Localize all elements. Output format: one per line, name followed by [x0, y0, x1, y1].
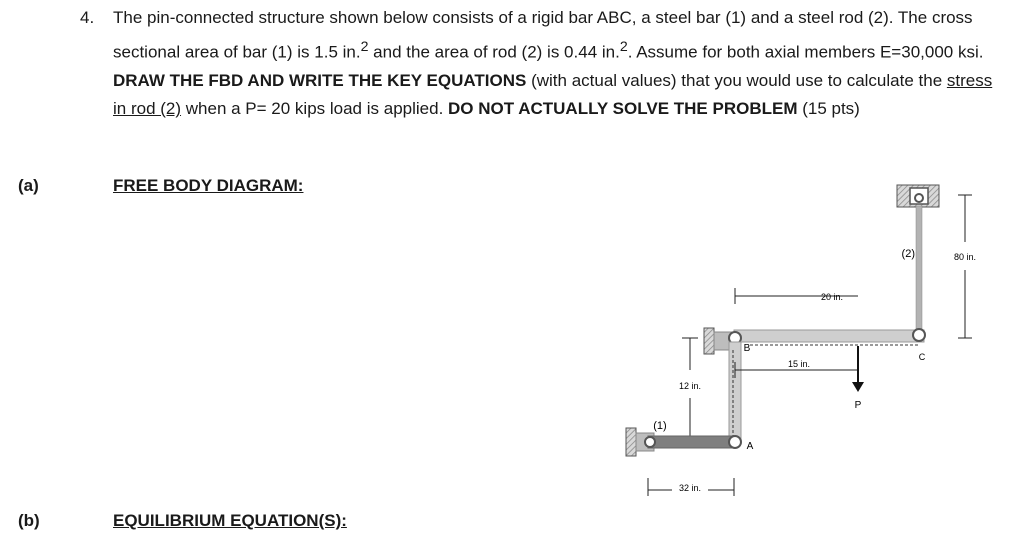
- dim-32-label: 32 in.: [678, 483, 702, 493]
- problem-sentence-4: (with actual values) that you would use to calculate the: [526, 70, 947, 90]
- problem-sentence-2: and the area of rod (2) is 0.44 in.: [368, 42, 620, 62]
- dim-20-label: 20 in.: [820, 292, 844, 302]
- bar-1: [648, 436, 734, 448]
- section-b-title: EQUILIBRIUM EQUATION(S):: [113, 511, 347, 530]
- problem-sentence-1: The pin-connected structure shown below consists of a rigid bar ABC, a steel bar (1) and a steel rod (2). The cross sectional area of bar (1) is 1.5 in.: [113, 8, 973, 62]
- pin-a-icon: [729, 436, 741, 448]
- point-c-label: C: [918, 352, 926, 362]
- section-a-title: FREE BODY DIAGRAM:: [113, 176, 304, 195]
- bar-1-label: (1): [653, 420, 667, 432]
- load-p-label: P: [854, 400, 862, 411]
- superscript-1: 2: [360, 38, 369, 55]
- point-a-label: A: [746, 441, 754, 452]
- point-b-label: B: [743, 343, 751, 354]
- rod-2: [916, 206, 922, 331]
- instruction-bold-2: DO NOT ACTUALLY SOLVE THE PROBLEM: [448, 99, 798, 119]
- instruction-bold-1: DRAW THE FBD AND WRITE THE KEY EQUATIONS: [113, 70, 527, 90]
- rod-2-label: (2): [901, 248, 915, 260]
- problem-sentence-6: (15 pts): [797, 99, 860, 119]
- pin-c-icon: [913, 329, 925, 341]
- dim-15-label: 15 in.: [787, 359, 811, 369]
- dim-80-label: 80 in.: [953, 252, 977, 262]
- stress-underline: stress in rod (2): [113, 70, 993, 119]
- problem-sentence-5: when a P= 20 kips load is applied.: [181, 99, 449, 119]
- load-p-arrow: [852, 346, 864, 392]
- superscript-2: 2: [619, 38, 628, 55]
- problem-number: 4.: [80, 8, 95, 27]
- dim-12-label: 12 in.: [678, 381, 702, 391]
- problem-text: [113, 4, 1003, 124]
- top-support: [897, 185, 939, 207]
- rigid-bar-ba: [729, 342, 741, 444]
- pin-left-icon: [645, 437, 655, 447]
- problem-sentence-3: . Assume for both axial members E=30,000 ksi.: [627, 42, 984, 62]
- section-a-label: (a): [18, 176, 39, 195]
- rigid-bar-bc: [734, 330, 924, 342]
- dim-80-line: [958, 195, 972, 338]
- section-b-label: (b): [18, 511, 40, 530]
- structure-diagram: [600, 170, 1000, 510]
